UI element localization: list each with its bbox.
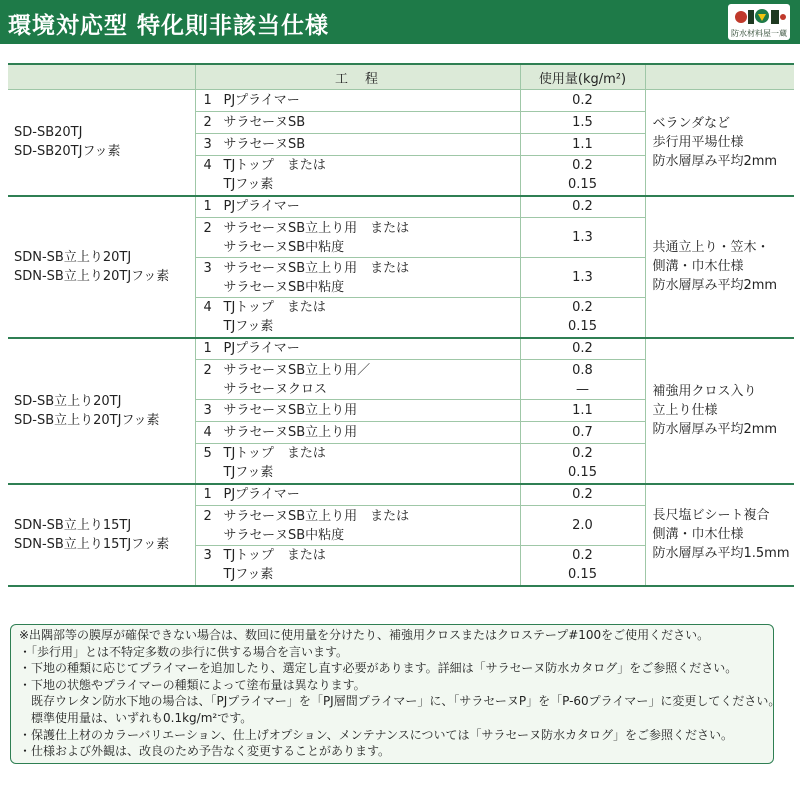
step-number: 2 — [203, 508, 212, 524]
step-number: 3 — [203, 137, 212, 152]
step-text: PJプライマー — [223, 93, 300, 108]
spec-note: 歩行用平場仕様 — [652, 134, 744, 150]
logo-text: 防水材料屋一蔵 — [731, 29, 787, 38]
spec-note-cell — [645, 338, 794, 484]
step-text: TJトップ または — [223, 300, 326, 316]
step-text: サラセーヌクロス — [223, 381, 327, 397]
notes-box — [10, 624, 781, 764]
step-text: PJプライマー — [223, 341, 300, 357]
spec-table — [8, 63, 794, 587]
step-text: サラセーヌSB立上り用／ — [223, 362, 371, 378]
process-step-cell — [195, 298, 520, 338]
process-step-line — [196, 361, 520, 380]
step-number: 1 — [203, 341, 212, 357]
system-name-cell — [8, 484, 195, 586]
process-step-line — [196, 444, 520, 463]
step-text: TJフッ素 — [223, 319, 274, 335]
usage-value: 0.2 — [572, 548, 593, 564]
system-name: SDN-SB立上り20TJフッ素 — [14, 268, 170, 284]
spec-note: 防水層厚み平均2mm — [652, 422, 778, 437]
step-number: 1 — [203, 93, 212, 108]
usage-value: 0.2 — [572, 199, 593, 215]
step-text: サラセーヌSB中粘度 — [223, 239, 345, 255]
step-text: サラセーヌSB — [223, 137, 306, 152]
process-step-cell — [195, 134, 520, 156]
usage-cell — [520, 298, 645, 338]
note-line: ※出隅部等の膜厚が確保できない場合は、数回に使用量を分けたり、補強用クロスまたはクロステープ#100をご使用ください。 — [19, 628, 710, 642]
table-row — [8, 196, 794, 218]
process-step-line — [196, 259, 520, 278]
system-name: SD-SB20TJ — [14, 125, 83, 141]
step-text: PJプライマー — [223, 199, 300, 215]
step-text: サラセーヌSB — [223, 115, 306, 130]
system-name-cell — [8, 196, 195, 338]
step-text: TJフッ素 — [223, 567, 274, 583]
usage-value: 0.2 — [572, 300, 593, 316]
step-text: TJフッ素 — [223, 177, 274, 193]
usage-value: — — [576, 381, 589, 397]
usage-value: 1.3 — [572, 230, 593, 245]
spec-note: 側溝・巾木仕様 — [652, 527, 744, 542]
step-number: 2 — [203, 362, 212, 378]
usage-cell — [520, 156, 645, 196]
process-step-line — [196, 485, 520, 504]
table-row — [8, 484, 794, 506]
step-text: TJトップ または — [223, 548, 326, 564]
process-step-cell — [195, 338, 520, 360]
usage-cell — [520, 484, 645, 506]
process-step-line — [196, 91, 520, 110]
usage-cell — [520, 400, 645, 422]
note-line: ・仕様および外観は、改良のため予告なく変更することがあります。 — [19, 744, 391, 759]
usage-cell — [520, 134, 645, 156]
usage-cell — [520, 196, 645, 218]
process-step-line — [196, 156, 520, 175]
process-step-line — [196, 197, 520, 216]
usage-value: 0.7 — [572, 425, 593, 440]
process-step-cell — [195, 400, 520, 422]
usage-cell — [520, 444, 645, 484]
step-number: 1 — [203, 487, 212, 503]
process-step-line — [196, 339, 520, 358]
table-row — [8, 338, 794, 360]
process-step-line — [196, 298, 520, 317]
process-step-line — [196, 219, 520, 238]
step-text: サラセーヌSB立上り用 — [223, 403, 358, 418]
step-number: 5 — [203, 446, 212, 462]
table-header-row — [8, 64, 794, 90]
step-number: 4 — [203, 300, 212, 316]
spec-note: 防水層厚み平均2mm — [652, 153, 778, 169]
process-step-line — [196, 113, 520, 132]
step-text: サラセーヌSB中粘度 — [223, 527, 345, 543]
spec-note: ベランダなど — [652, 115, 730, 131]
usage-cell — [520, 112, 645, 134]
note-line: ・保護仕上材のカラーバリエーション、仕上げオプション、メンテナンスについては「サラセーヌ防水カタログ」をご参照ください。 — [19, 727, 734, 742]
process-step-cell — [195, 196, 520, 218]
step-number: 2 — [203, 115, 212, 130]
note-line: ・下地の種類に応じてプライマーを追加したり、選定し直す必要があります。詳細は「サラセーヌ防水カタログ」をご参照ください。 — [19, 661, 738, 676]
spec-note: 長尺塩ビシート複合 — [652, 508, 770, 523]
system-name: SDN-SB立上り20TJ — [14, 249, 132, 265]
step-text: TJトップ または — [223, 446, 326, 462]
process-step-cell — [195, 506, 520, 546]
page-header — [0, 0, 800, 44]
process-step-cell — [195, 258, 520, 298]
process-step-line — [196, 135, 520, 154]
logo-icon — [728, 4, 790, 30]
spec-note-cell — [645, 90, 794, 196]
page-title: 環境対応型 特化則非該当仕様 — [8, 13, 330, 39]
spec-note: 側溝・巾木仕様 — [652, 259, 744, 274]
usage-value: 0.2 — [572, 158, 593, 174]
usage-value: 1.1 — [572, 403, 593, 418]
usage-cell — [520, 338, 645, 360]
system-header — [8, 64, 195, 90]
usage-cell — [520, 218, 645, 258]
usage-value: 1.1 — [572, 137, 593, 152]
usage-value: 0.15 — [568, 177, 597, 193]
spec-note: 補強用クロス入り — [652, 384, 757, 399]
note-line: 標準使用量は、いずれも0.1kg/m²です。 — [31, 710, 253, 725]
note-line: ・下地の状態やプライマーの種類によって塗布量は異なります。 — [19, 677, 366, 692]
usage-value: 0.2 — [572, 487, 593, 503]
process-step-cell — [195, 422, 520, 444]
process-step-cell — [195, 546, 520, 586]
process-step-cell — [195, 90, 520, 112]
system-name-cell — [8, 90, 195, 196]
spec-table-body — [8, 90, 794, 586]
usage-value: 0.2 — [572, 341, 593, 357]
spec-note: 防水層厚み平均2mm — [652, 278, 778, 293]
usage-value: 1.3 — [572, 270, 593, 285]
process-step-cell — [195, 112, 520, 134]
spec-note-cell — [645, 196, 794, 338]
note-header — [645, 64, 794, 90]
process-step-cell — [195, 360, 520, 400]
table-row — [8, 90, 794, 112]
note-line: ・「歩行用」とは不特定多数の歩行に供する場合を言います。 — [19, 644, 349, 659]
step-text: TJフッ素 — [223, 465, 274, 481]
step-number: 4 — [203, 158, 212, 174]
step-number: 2 — [203, 220, 212, 236]
process-step-cell — [195, 218, 520, 258]
step-number: 4 — [203, 425, 212, 440]
spec-note-cell — [645, 484, 794, 586]
usage-cell — [520, 258, 645, 298]
step-text: PJプライマー — [223, 487, 300, 503]
usage-cell — [520, 546, 645, 586]
step-text: サラセーヌSB中粘度 — [223, 279, 345, 295]
spec-note: 共通立上り・笠木・ — [652, 240, 770, 255]
system-name: SD-SB立上り20TJフッ素 — [14, 412, 160, 428]
step-number: 3 — [203, 548, 212, 564]
system-name: SD-SB20TJフッ素 — [14, 144, 121, 160]
note-line: 既存ウレタン防水下地の場合は、「PJプライマー」を「PJ層間プライマー」に、「サラセーヌP」を「P-60プライマー」に変更してください。 — [31, 694, 781, 709]
system-name: SDN-SB立上り15TJフッ素 — [14, 536, 170, 552]
usage-value: 0.15 — [568, 567, 597, 583]
process-step-cell — [195, 444, 520, 484]
system-name-cell — [8, 338, 195, 484]
usage-value: 1.5 — [572, 115, 593, 130]
step-text: サラセーヌSB立上り用 または — [223, 508, 410, 524]
step-text: サラセーヌSB立上り用 または — [223, 220, 410, 236]
usage-value: 0.2 — [572, 446, 593, 462]
process-step-cell — [195, 156, 520, 196]
step-text: サラセーヌSB立上り用 または — [223, 260, 410, 276]
usage-value: 0.8 — [572, 362, 593, 378]
usage-value: 0.15 — [568, 465, 597, 481]
usage-header: 使用量(kg/m²) — [520, 64, 645, 90]
spec-note: 立上り仕様 — [652, 403, 718, 418]
process-step-line — [196, 423, 520, 442]
process-step-cell — [195, 484, 520, 506]
step-text: TJトップ または — [223, 158, 326, 174]
brand-logo — [728, 4, 790, 40]
spec-note: 防水層厚み平均1.5mm — [652, 546, 790, 561]
usage-cell — [520, 506, 645, 546]
process-step-line — [196, 507, 520, 526]
usage-cell — [520, 422, 645, 444]
system-name: SD-SB立上り20TJ — [14, 393, 122, 409]
usage-cell — [520, 360, 645, 400]
step-number: 3 — [203, 260, 212, 276]
step-number: 1 — [203, 199, 212, 215]
usage-value: 0.2 — [572, 93, 593, 108]
usage-value: 2.0 — [572, 518, 593, 533]
usage-cell — [520, 90, 645, 112]
step-text: サラセーヌSB立上り用 — [223, 425, 358, 440]
usage-value: 0.15 — [568, 319, 597, 335]
step-number: 3 — [203, 403, 212, 418]
system-name: SDN-SB立上り15TJ — [14, 517, 132, 533]
process-step-line — [196, 401, 520, 420]
process-step-line — [196, 546, 520, 565]
process-header: 工 程 — [195, 64, 520, 90]
